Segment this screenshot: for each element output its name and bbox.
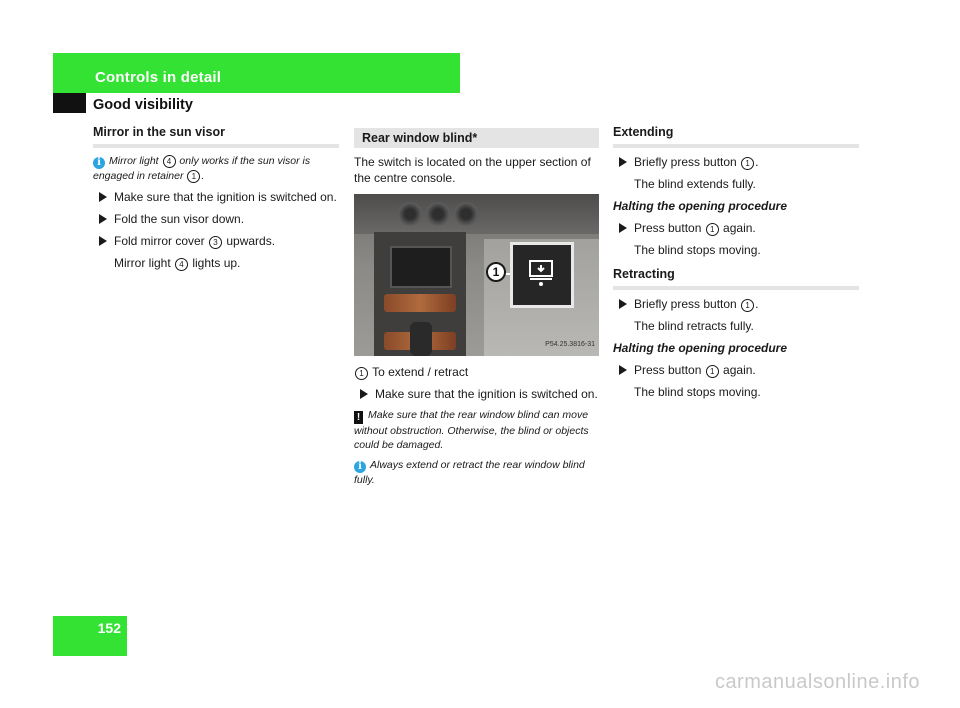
instruction-step: Fold the sun visor down. xyxy=(93,211,339,227)
callout-number: 4 xyxy=(163,155,176,168)
arrow-bullet-icon xyxy=(619,299,627,309)
heading-retracting: Retracting xyxy=(613,266,859,290)
step-result: The blind extends fully. xyxy=(634,177,756,191)
rear-blind-icon xyxy=(525,257,557,289)
section-title: Good visibility xyxy=(93,97,193,113)
arrow-bullet-icon xyxy=(99,236,107,246)
step-result: The blind retracts fully. xyxy=(634,319,754,333)
warning-note: ! Make sure that the rear window blind can move without obstruction. Otherwise, the blind or objects could be damaged. xyxy=(354,409,589,451)
instruction-step: Make sure that the ignition is switched on. xyxy=(354,386,599,402)
heading-mirror-sun-visor: Mirror in the sun visor xyxy=(93,124,339,148)
instruction-step: Press button 1 again. xyxy=(613,220,859,236)
step-result: The blind stops moving. xyxy=(634,243,761,257)
console-photo xyxy=(354,194,599,356)
callout-number: 1 xyxy=(187,170,200,183)
heading-extending: Extending xyxy=(613,124,859,148)
instruction-step: Fold mirror cover 3 upwards. xyxy=(93,233,339,249)
column-rear-window-blind xyxy=(354,128,599,493)
intro-text: The switch is located on the upper section of the centre console. xyxy=(354,155,591,185)
photo-reference-code: P54.25.3816-31 xyxy=(545,341,595,348)
page-number-block xyxy=(53,616,127,656)
section-marker xyxy=(53,93,86,113)
callout-number: 1 xyxy=(706,365,719,378)
arrow-bullet-icon xyxy=(360,389,368,399)
heading-halting: Halting the opening procedure xyxy=(613,199,788,213)
callout-number: 1 xyxy=(741,157,754,170)
arrow-bullet-icon xyxy=(99,192,107,202)
info-note: i Always extend or retract the rear window blind fully. xyxy=(354,459,585,486)
blind-switch-detail xyxy=(510,242,574,308)
step-result: The blind stops moving. xyxy=(634,385,761,399)
arrow-bullet-icon xyxy=(619,223,627,233)
heading-halting: Halting the opening procedure xyxy=(613,341,788,355)
instruction-step: Briefly press button 1 . xyxy=(613,154,859,170)
chapter-title: Controls in detail xyxy=(95,69,222,86)
arrow-bullet-icon xyxy=(619,157,627,167)
instruction-step: Briefly press button 1 . xyxy=(613,296,859,312)
callout-number: 1 xyxy=(741,299,754,312)
callout-number: 3 xyxy=(209,236,222,249)
column-sun-visor-mirror xyxy=(93,124,339,277)
callout-number: 1 xyxy=(355,367,368,380)
instruction-step: Make sure that the ignition is switched on. xyxy=(93,189,339,205)
photo-legend: 1 To extend / retract xyxy=(354,364,599,380)
arrow-bullet-icon xyxy=(99,214,107,224)
arrow-bullet-icon xyxy=(619,365,627,375)
info-icon: i xyxy=(354,461,366,473)
info-icon: i xyxy=(93,157,105,169)
step-result: Mirror light 4 lights up. xyxy=(114,256,241,270)
photo-callout: 1 xyxy=(486,262,506,282)
heading-rear-window-blind: Rear window blind* xyxy=(354,128,599,148)
watermark: carmanualsonline.info xyxy=(714,671,920,693)
page-number: 152 xyxy=(97,620,121,636)
info-note: i Mirror light 4 only works if the sun visor is engaged in retainer 1 . xyxy=(93,155,311,182)
column-operation xyxy=(613,124,859,406)
instruction-step: Press button 1 again. xyxy=(613,362,859,378)
warning-icon: ! xyxy=(354,411,363,424)
callout-number: 4 xyxy=(175,258,188,271)
callout-number: 1 xyxy=(706,223,719,236)
